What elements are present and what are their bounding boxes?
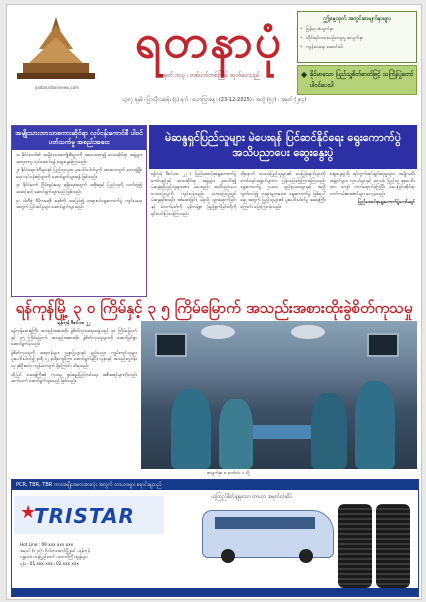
pagoda-crest-icon (13, 15, 99, 81)
continued-note: စာမျက်နှာ ၈ ကော်လံ ၁ သို့ (207, 471, 250, 476)
monitor-icon (155, 333, 187, 357)
main-story-column (151, 172, 236, 220)
ad-brand-name: TRISTAR (34, 504, 135, 528)
main-story-byline: ပြည်ထောင်စုရွေးကောက်ပွဲကော်မရှင် (358, 200, 415, 206)
main-story-columns (149, 169, 417, 223)
ad-contact-info (20, 542, 190, 567)
paragraph: ရန်ကုန် ဒီဇင်ဘာ ၂၂ ။ ပြည်ထောင်စုရွေးကောက်ပွဲကော်မရှင်နှင့် ဒေသဆိုင်ရာ အဖွဲ့များ ပူးပေါင်း၍ မဲဆန္ဒရှင်ပြည်သူများအား မဲပေးနည်း အသိပညာပေး ဟောပြောပွဲကို ကျင်းပခဲ့သည်။ ဟောပြောပွဲတွင် မဲဆန္ဒရှင်စာရင်း စစ်ဆေးခြင်း၊ မဲရုံသို့ သွားရောက်ခြင်းနှင့် မဲလက်မှတ်ကို မှန်ကန်စွာ ဖြည့်စွက်ခြင်းတို့ကို ရှင်းလင်းပြသခဲ့ကြသည်။ (151, 172, 237, 217)
wheel-icon (299, 549, 313, 563)
paragraph: ၁။ နိုင်ငံတော်၏ အမျိုးသားအကျိုးစီးပွားကို အလေးထား၍ ဒေသဆိုင်ရာ အဖွဲ့များ အတူတကွ လုပ်ဆောင်ရန် ဆွေးနွေးခဲ့ကြသည်။ (16, 153, 142, 165)
bus-image (202, 510, 334, 558)
contents-item: • ကျန်းမာရေး ဆောင်းပါး (306, 43, 416, 52)
contents-heading: ဤနေ့ထုတ် အတွင်းစာမျက်နှာများ (323, 16, 391, 22)
paragraph: ၄။ ပါတီစုံ ဒီမိုကရေစီ စနစ်ကို အခြေခံ၍ တရားဝင်ရွေးကောက်ပွဲ ကျင်းပရေးအတွက် ပြင်ဆင်မှုများ ဆောင်ရွက်သွားမည်။ (16, 198, 142, 211)
contents-item: • မြန်မာ့ စာမျက်နှာ (306, 25, 416, 34)
contents-item: • တိုင်းရင်းသားယဉ်ကျေးမှု စာမျက်နှာ (306, 34, 416, 43)
paragraph: ရန်ကုန်ဆေးရုံကြီး အသည်းအစားထိုး ခွဲစိတ်ကုသရေးအဖွဲ့သည် ၃၀ ကြိမ်မြောက်နှင့် ၃၅ ကြိမ်မြောက် အသည်းအစားထိုး ခွဲစိတ်ကုသမှုများကို အောင်မြင်စွာ ဆောင်ရွက်ခဲ့သည်။ (11, 329, 137, 348)
promo-text: ခိုင်မာသော ပြည်သူ့စိတ်ဓာတ်ဖြင့် သင်္ကြန်ပွဲတော် ပါဝင်ပေးပါ (310, 71, 414, 89)
paragraph: ဆွေးနွေးပွဲသို့ ရပ်ကွက်အုပ်ချုပ်ရေးမှူးများ၊ အမျိုးသမီးအဖွဲ့ဝင်များ၊ လူငယ်များနှင့် ဒေသခံ ပြည်သူ စုစုပေါင်း ၃၀၀ ကျော် တက်ရောက်ခဲ့ကြပြီး မဲပေးခြင်းဆိုင်ရာ လက်ကမ်းစာစောင်များ ဝေငှခဲ့သည်။ (329, 172, 415, 197)
main-story-column (240, 172, 325, 220)
surgical-lamp-icon (201, 325, 235, 339)
newspaper-page (6, 4, 422, 600)
ad-info-line: Hot Line : 09 xxx xxx xxx (20, 542, 74, 547)
main-story-headline: မဲဆန္ဒရှင်ပြည်သူများ မဲပေးရန် ပြင်ဆင်နိုင်ရေး ရွေးကောက်ပွဲ အသိပညာပေး ဆွေးနွေးပွဲ (149, 125, 417, 169)
left-story (11, 125, 147, 297)
issue-line: ၁၃၈၇ ခုနှစ် ၊ ပြာသိုလဆန်း (၄) ရက် ၊ သောကြာနေ့ ၊ (23-12-2025) ၊ အတွဲ (၅၇) ၊ အမှတ် (၂၈၄) (121, 97, 307, 103)
contents-list (298, 25, 416, 52)
surgery-photo (141, 321, 417, 469)
ad-slogan: ယုံကြည်စိတ်ချရသော တာယာ အမှတ်တံဆိပ် (211, 494, 293, 500)
bus-window (215, 517, 315, 529)
star-icon: ★ (20, 502, 37, 523)
ad-bottom-bar (12, 588, 418, 596)
ad-info-line: မန္တလေး ၊ နေပြည်တော် ၊ တောင်ကြီး ရုံးခွဲများ (20, 554, 88, 560)
surgeon-figure (219, 399, 253, 469)
ad-top-bar: PCR, TBR, TBR ကားအမျိုးအစားအားလုံး အတွက် တာယာများ ရောင်းချသည် (12, 480, 418, 490)
tyre-image (376, 504, 410, 588)
second-story-byline: ရန်ကုန် ဒီဇင်ဘာ ၂၂ (57, 321, 91, 326)
surgeon-figure (355, 381, 395, 469)
surgeon-figure (171, 389, 211, 469)
paragraph: ၂။ နိုင်ငံရေးပါတီများနှင့် ပြည်သူလူထု ပူးပေါင်းပါဝင်မှုကို အားပေးလျက် ဒေသဖွံ့ဖြိုးရေး လုပ်ငန်းစဉ်များကို ဆောင်ရွက်သွားရန် ဖြစ်သည်။ (16, 168, 142, 180)
diamond-icon: ◆ (301, 70, 308, 79)
main-story (149, 125, 417, 295)
paragraph: ၃။ နိုင်ငံတော် ငြိမ်းချမ်းရေး ရရှိရေးအတွက် အစိုးရနှင့် ပြည်သူတို့ လက်တွဲ၍ အဆင့်ဆင့် ဆောင်ရွက်သွားမည် ဖြစ်သည်။ (16, 183, 142, 195)
left-story-headline: အမျိုးသားဘာသာစကားဆိုင်ရာ လုပ်ငန်းကောင်စီ ပါဝင်ပတ်သက်မှု အစည်းအဝေး (12, 126, 146, 150)
masthead (7, 5, 421, 107)
wheel-icon (221, 549, 235, 563)
surgical-lamp-icon (291, 325, 325, 339)
monitor-icon (367, 333, 399, 357)
masthead-title: ရတနာပုံ (134, 14, 284, 68)
tyre-image (338, 504, 372, 588)
ad-info-line: ဖုန်း - 01 xxx xxx ၊ 02 xxx xxx (20, 560, 79, 566)
second-story-headline: ရန်ကုန်မြို့ ၃ ဝ ကြိမ်နှင့် ၃ ၅ ကြိမ်မြောက် အသည်းအစားထိုးခွဲစိတ်ကုသမှု (15, 299, 413, 317)
website-url: yadanarbonnews.com (34, 85, 80, 90)
ad-info-line: အမှတ် (၁၂၈) ၊ ဗိုလ်တထောင်မြို့နယ် ၊ ရန်ကုန် (20, 548, 90, 554)
second-story-text (11, 321, 137, 469)
surgeon-figure (311, 393, 347, 469)
promo-banner (297, 65, 417, 95)
contents-box (297, 11, 417, 63)
paragraph: ခွဲစိတ်ကုသမှုကို ဆရာဝန်များ၊ သူနာပြုများနှင့် နည်းပညာ ကျွမ်းကျင်သူများ ပူးပေါင်းပါဝင်၍ နာရီ ၁၂ နာရီကျော်ကြာ ဆောင်ရွက်ခဲ့ပြီး လူနာနှင့် အသည်းလှူဒါန်းသူ နှစ်ဦးစလုံး ကျန်းမာလျက် ရှိကြောင်း သိရသည်။ (11, 350, 137, 369)
paragraph: ထို့ပြင် ဆေးရုံကြီး၏ ကုသမှု စွမ်းရည်မြှင့်တင်ရေး အစီအစဉ်များကိုလည်း ဆက်လက် ဆောင်ရွက်သွားမည် ဖြစ်သည်။ (11, 372, 137, 385)
left-story-body (12, 150, 146, 217)
tyre-advertisement (11, 479, 419, 597)
masthead-subtitle: အမှတ် ၁၀၃ ၊ တစ်ပတ်တစ်ကြိမ် ထုတ်ဝေသည် (158, 72, 260, 79)
paragraph: ထို့နောက် ဒေသခံပြည်သူများ၏ မေးမြန်းချက်များကို ကော်မရှင်အဖွဲ့ဝင်များက ပြန်လည်ဖြေကြားခဲ့ကြသည်။ ရွေးကောက်ပွဲ ဥပဒေ၊ နည်းဥပဒေများနှင့် အညီ လွတ်လပ်၍ တရားမျှတသော ရွေးကောက်ပွဲ ဖြစ်ပေါ်ရေး အတွက် ပြည်သူများ၏ ပူးပေါင်းပါဝင်မှု အရေးကြီးကြောင်း ပြောကြားခဲ့သည်။ (240, 172, 326, 210)
main-story-column (330, 172, 415, 220)
